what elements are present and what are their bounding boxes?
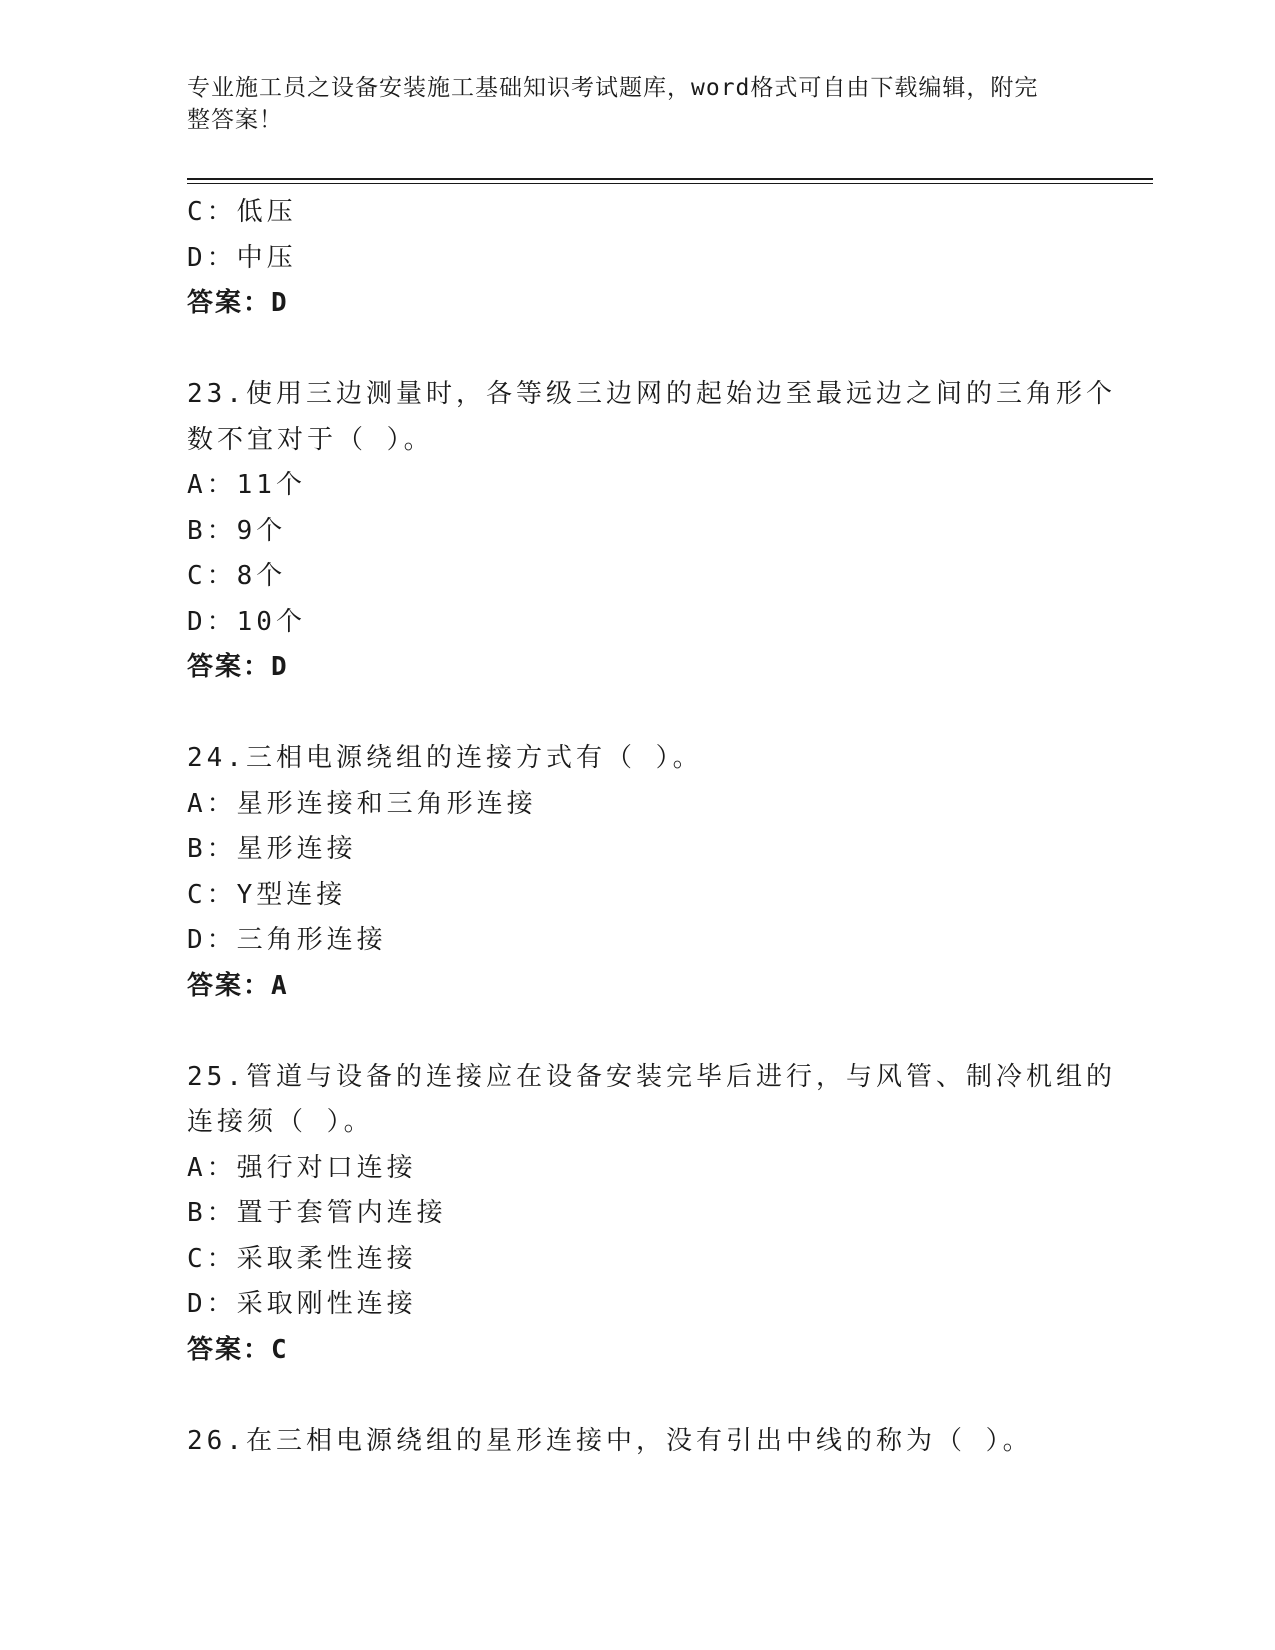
question-stem: 23.使用三边测量时，各等级三边网的起始边至最远边之间的三角形个 — [187, 379, 1116, 409]
spacer — [187, 691, 1087, 737]
option-a: A：强行对口连接 — [187, 1152, 417, 1183]
spacer — [187, 1373, 1087, 1419]
spacer — [187, 327, 1087, 373]
option-d: D：三角形连接 — [187, 925, 387, 955]
question-stem-continued: 连接须（ ）。 — [187, 1107, 374, 1137]
option-d: D：中压 — [187, 242, 297, 273]
question-24 — [187, 736, 1087, 1009]
question-23 — [187, 372, 1116, 691]
document-header — [187, 72, 1067, 136]
answer-line: 答案：D — [187, 652, 289, 682]
option-b: B：星形连接 — [187, 834, 357, 864]
answer-line: 答案：C — [187, 1334, 289, 1365]
question-stem: 26.在三相电源绕组的星形连接中，没有引出中线的称为（ ）。 — [187, 1425, 1033, 1456]
header-title-line-1: 专业施工员之设备安装施工基础知识考试题库，word格式可自由下载编辑，附完 — [187, 75, 1039, 101]
option-d: D：10个 — [187, 606, 306, 637]
question-stem: 25.管道与设备的连接应在设备安装完毕后进行，与风管、制冷机组的 — [187, 1061, 1116, 1092]
header-title-line-2: 整答案！ — [187, 107, 283, 133]
header-divider-thick — [187, 178, 1153, 180]
header-divider-thin — [187, 183, 1153, 184]
option-a: A：星形连接和三角形连接 — [187, 788, 537, 819]
option-d: D：采取刚性连接 — [187, 1289, 417, 1319]
question-25 — [187, 1055, 1116, 1374]
option-a: A：11个 — [187, 470, 306, 500]
answer-line: 答案：D — [187, 288, 289, 318]
option-c: C：Y型连接 — [187, 879, 347, 910]
option-c: C：低压 — [187, 197, 297, 227]
option-c: C：8个 — [187, 561, 287, 591]
answer-line: 答案：A — [187, 970, 289, 1001]
question-26 — [187, 1419, 1087, 1465]
question-stem: 24.三相电源绕组的连接方式有（ ）。 — [187, 743, 703, 773]
option-b: B：置于套管内连接 — [187, 1198, 447, 1228]
option-b: B：9个 — [187, 515, 287, 546]
option-c: C：采取柔性连接 — [187, 1243, 417, 1274]
question-stem-continued: 数不宜对于（ ）。 — [187, 424, 434, 455]
spacer — [187, 1009, 1087, 1055]
question-22 — [187, 190, 1087, 327]
question-list — [187, 190, 1116, 1464]
